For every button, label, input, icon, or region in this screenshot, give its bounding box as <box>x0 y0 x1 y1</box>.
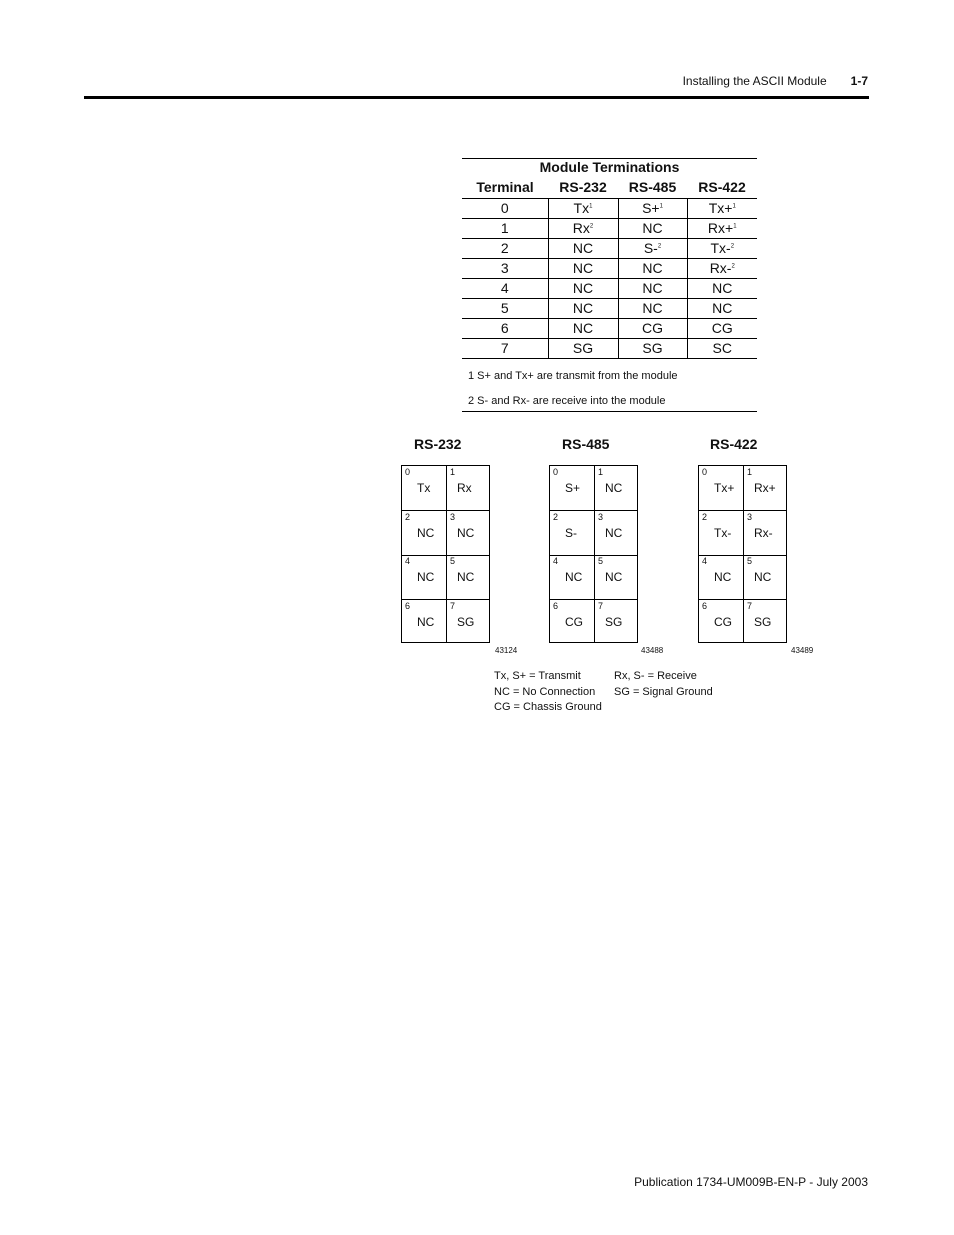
terminal-label: NC <box>605 481 623 495</box>
terminal-label: CG <box>565 614 583 629</box>
cell-text: NC <box>572 240 594 256</box>
running-header <box>683 74 868 88</box>
terminal-label: NC <box>754 570 772 584</box>
table-cell <box>687 239 757 259</box>
col-header-rs422: RS-422 <box>687 176 757 199</box>
table-row <box>462 319 757 339</box>
cell-text: CG <box>711 320 733 336</box>
table-cell <box>462 199 548 219</box>
footnote-marker: 1 <box>659 203 663 210</box>
diagram-title-rs232: RS-232 <box>414 436 462 452</box>
terminal-cell <box>699 555 743 599</box>
terminal-cell <box>744 600 788 644</box>
terminal-cell <box>550 555 594 599</box>
terminal-label: NC <box>417 525 435 540</box>
terminal-number: 6 <box>553 600 559 611</box>
legend-item: NC = No Connection <box>494 685 596 698</box>
terminal-number: 7 <box>598 600 604 611</box>
cell-text: SC <box>712 340 732 356</box>
footnote-marker: 2 <box>657 243 662 250</box>
terminal-label: Rx <box>457 481 472 495</box>
col-header-rs232: RS-232 <box>548 176 618 199</box>
terminal-number: 6 <box>702 600 708 611</box>
footnote-marker: 2 <box>589 223 594 230</box>
figure-number-rs422: 43489 <box>791 646 814 655</box>
footnote-marker: 1 <box>732 203 736 210</box>
table-cell <box>548 219 618 239</box>
terminal-label: Tx- <box>714 525 732 540</box>
table-cell <box>548 299 618 319</box>
table-cell <box>687 219 757 239</box>
cell-text: NC <box>642 300 663 316</box>
terminal-cell <box>550 466 594 510</box>
terminal-diagram-rs485 <box>549 465 638 643</box>
terminal-cell <box>595 511 639 555</box>
terminal-cell <box>744 466 788 510</box>
cell-text: Tx+ <box>708 200 733 216</box>
table-cell <box>618 279 687 299</box>
legend-right <box>614 669 713 700</box>
terminal-cell <box>699 600 743 644</box>
cell-text: NC <box>572 280 594 296</box>
terminal-number: 4 <box>553 556 559 566</box>
terminal-cell <box>744 555 788 599</box>
terminal-number: 2 <box>553 511 559 522</box>
terminal-number: 0 <box>553 467 559 477</box>
terminal-number: 4 <box>702 556 708 566</box>
footnote-marker: 2 <box>731 263 735 270</box>
table-title: Module Terminations <box>462 159 757 177</box>
terminal-number: 6 <box>405 600 411 611</box>
cell-text: S- <box>643 240 658 256</box>
terminal-cell <box>447 600 491 644</box>
terminal-cell <box>550 600 594 644</box>
terminal-label: NC <box>457 525 475 540</box>
terminal-label: SG <box>605 614 623 629</box>
module-terminations-table <box>462 158 757 359</box>
terminal-label: Rx- <box>754 525 773 540</box>
cell-text: Rx+ <box>707 220 734 236</box>
table-cell <box>618 319 687 339</box>
terminal-cell <box>402 511 446 555</box>
cell-text: 1 <box>500 220 509 236</box>
terminal-cell <box>550 511 594 555</box>
table-row <box>462 259 757 279</box>
table-cell <box>618 259 687 279</box>
publication-footer: Publication 1734-UM009B-EN-P - July 2003 <box>634 1175 868 1189</box>
header-rule <box>84 96 869 99</box>
terminal-cell <box>447 511 491 555</box>
diagram-title-rs422: RS-422 <box>710 436 758 452</box>
table-cell <box>618 339 687 359</box>
footnote-marker: 2 <box>730 243 735 250</box>
table-cell <box>687 299 757 319</box>
terminal-cell <box>447 466 491 510</box>
cell-text: NC <box>642 260 663 276</box>
terminal-cell <box>402 466 446 510</box>
table-cell <box>548 199 618 219</box>
terminal-cell <box>595 466 639 510</box>
table-cell <box>687 279 757 299</box>
table-cell <box>618 199 687 219</box>
terminal-number: 5 <box>598 556 604 566</box>
table-cell <box>618 219 687 239</box>
table-cell <box>548 339 618 359</box>
terminal-cell <box>447 555 491 599</box>
table-cell <box>548 319 618 339</box>
legend-left <box>494 669 602 716</box>
table-body <box>462 199 757 359</box>
table-cell <box>462 279 548 299</box>
legend-item: Rx, S- = Receive <box>614 670 697 682</box>
cell-text: 6 <box>500 320 509 336</box>
footnote-2: 2 S- and Rx- are receive into the module <box>468 395 666 407</box>
terminal-number: 0 <box>702 467 708 477</box>
cell-text: Tx- <box>710 240 731 256</box>
terminal-number: 1 <box>450 467 456 477</box>
cell-text: NC <box>572 320 594 336</box>
table-cell <box>687 259 757 279</box>
terminal-number: 4 <box>405 556 411 566</box>
terminal-label: NC <box>605 525 623 540</box>
terminal-label: Rx+ <box>754 481 776 495</box>
table-cell <box>462 319 548 339</box>
cell-text: 7 <box>500 340 509 356</box>
footnote-marker: 1 <box>733 223 737 230</box>
terminal-cell <box>699 511 743 555</box>
terminal-number: 3 <box>747 511 753 522</box>
terminal-diagram-rs232 <box>401 465 490 643</box>
table-cell <box>687 339 757 359</box>
table-cell <box>548 259 618 279</box>
cell-text: NC <box>572 300 594 316</box>
terminal-number: 3 <box>450 511 456 522</box>
figure-number-rs485: 43488 <box>641 646 664 655</box>
cell-text: NC <box>712 300 733 316</box>
figure-number-rs232: 43124 <box>495 646 518 655</box>
terminal-label: SG <box>457 614 475 629</box>
cell-text: 3 <box>500 260 509 276</box>
cell-text: Rx <box>572 220 590 236</box>
table-cell <box>462 259 548 279</box>
terminal-diagram-rs422 <box>698 465 787 643</box>
cell-text: 2 <box>500 240 509 256</box>
cell-text: S+ <box>642 200 660 216</box>
terminal-label: S- <box>565 525 577 540</box>
terminal-label: S+ <box>565 481 581 495</box>
cell-text: 5 <box>500 300 509 316</box>
terminal-number: 0 <box>405 467 411 477</box>
terminal-cell <box>595 600 639 644</box>
terminal-cell <box>402 555 446 599</box>
table-cell <box>687 199 757 219</box>
terminal-cell <box>402 600 446 644</box>
cell-text: SG <box>642 340 663 356</box>
terminal-label: NC <box>565 570 583 584</box>
terminal-number: 2 <box>405 511 411 522</box>
cell-text: SG <box>572 340 594 356</box>
footnote-1: 1 S+ and Tx+ are transmit from the module <box>468 370 678 382</box>
col-header-terminal: Terminal <box>462 176 548 199</box>
terminal-cell <box>595 555 639 599</box>
terminal-cell <box>699 466 743 510</box>
terminal-number: 1 <box>747 467 753 477</box>
terminal-label: NC <box>714 570 732 584</box>
col-header-rs485: RS-485 <box>618 176 687 199</box>
terminal-number: 3 <box>598 511 604 522</box>
table-cell <box>462 219 548 239</box>
cell-text: Tx <box>573 200 590 216</box>
terminal-label: NC <box>605 570 623 584</box>
table-cell <box>687 319 757 339</box>
footnote-marker: 1 <box>589 203 593 210</box>
terminal-number: 1 <box>598 467 604 477</box>
legend-item: SG = Signal Ground <box>614 685 713 698</box>
footnote-rule <box>462 411 757 412</box>
page-number: 1-7 <box>850 74 868 88</box>
terminal-number: 5 <box>747 556 753 566</box>
terminal-label: NC <box>417 570 435 584</box>
cell-text: NC <box>712 280 733 296</box>
terminal-number: 2 <box>702 511 708 522</box>
cell-text: 0 <box>500 200 509 216</box>
terminal-label: Tx+ <box>714 481 735 495</box>
terminal-label: Tx <box>417 481 431 495</box>
terminal-label: NC <box>457 570 475 584</box>
header-title: Installing the ASCII Module <box>682 74 827 88</box>
terminal-label: NC <box>417 614 435 629</box>
cell-text: Rx- <box>709 260 732 276</box>
table-cell <box>548 279 618 299</box>
legend-item: Tx, S+ = Transmit <box>494 670 581 682</box>
table-cell <box>462 299 548 319</box>
terminal-label: SG <box>754 614 772 629</box>
terminal-number: 5 <box>450 556 456 566</box>
table-cell <box>548 239 618 259</box>
terminal-label: CG <box>714 614 732 629</box>
terminal-number: 7 <box>450 600 456 611</box>
table-row <box>462 219 757 239</box>
table-row <box>462 199 757 219</box>
table-row <box>462 279 757 299</box>
table-row <box>462 339 757 359</box>
cell-text: 4 <box>500 280 509 296</box>
table-cell <box>618 239 687 259</box>
table-row <box>462 239 757 259</box>
cell-text: NC <box>642 220 663 236</box>
diagram-title-rs485: RS-485 <box>562 436 610 452</box>
terminal-cell <box>744 511 788 555</box>
cell-text: CG <box>642 320 663 336</box>
table-cell <box>462 339 548 359</box>
terminal-number: 7 <box>747 600 753 611</box>
table-cell <box>618 299 687 319</box>
cell-text: NC <box>642 280 663 296</box>
cell-text: NC <box>572 260 594 276</box>
table-row <box>462 299 757 319</box>
table-cell <box>462 239 548 259</box>
legend-item: CG = Chassis Ground <box>494 701 602 713</box>
